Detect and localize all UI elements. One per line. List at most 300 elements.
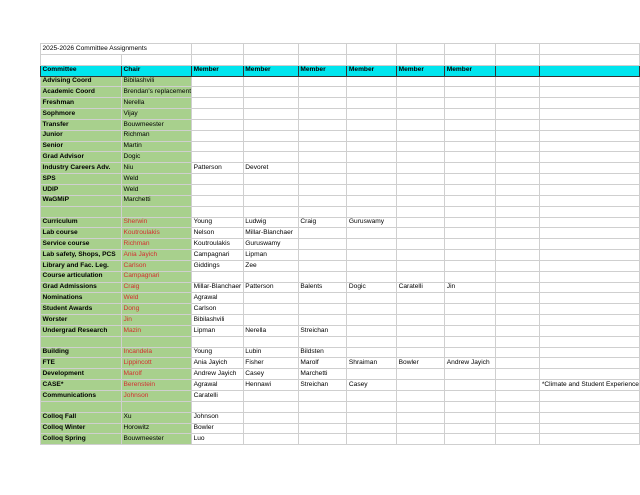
cell[interactable] xyxy=(192,195,244,206)
cell[interactable] xyxy=(397,250,445,261)
header-member[interactable]: Member xyxy=(347,65,397,76)
cell[interactable] xyxy=(540,347,640,358)
committee-cell[interactable]: CASE* xyxy=(41,380,122,391)
cell[interactable] xyxy=(540,87,640,98)
cell[interactable] xyxy=(347,293,397,304)
committee-cell[interactable]: Grad Admissions xyxy=(41,282,122,293)
cell[interactable] xyxy=(243,130,298,141)
cell[interactable] xyxy=(540,174,640,185)
cell[interactable] xyxy=(298,119,347,130)
cell[interactable] xyxy=(496,239,540,250)
cell[interactable] xyxy=(397,380,445,391)
cell[interactable] xyxy=(445,228,496,239)
cell[interactable] xyxy=(192,44,244,55)
member-cell[interactable]: Dogic xyxy=(347,282,397,293)
cell[interactable] xyxy=(347,434,397,445)
committee-cell[interactable]: SPS xyxy=(41,174,122,185)
cell[interactable] xyxy=(243,401,298,412)
member-cell[interactable]: Caratelli xyxy=(397,282,445,293)
cell[interactable] xyxy=(445,130,496,141)
cell[interactable] xyxy=(192,87,244,98)
cell[interactable] xyxy=(192,109,244,120)
cell[interactable] xyxy=(192,206,244,217)
cell[interactable] xyxy=(540,423,640,434)
chair-cell[interactable]: Richman xyxy=(121,239,191,250)
chair-cell[interactable]: Campagnari xyxy=(121,271,191,282)
cell[interactable] xyxy=(243,76,298,87)
cell[interactable] xyxy=(192,141,244,152)
cell[interactable] xyxy=(496,336,540,347)
cell[interactable] xyxy=(445,98,496,109)
cell[interactable] xyxy=(397,87,445,98)
cell[interactable] xyxy=(540,228,640,239)
cell[interactable] xyxy=(298,206,347,217)
member-cell[interactable]: Ania Jayich xyxy=(192,358,244,369)
cell[interactable] xyxy=(347,141,397,152)
chair-cell[interactable]: Carlson xyxy=(121,260,191,271)
committee-cell[interactable]: WaGMiP xyxy=(41,195,122,206)
cell[interactable] xyxy=(397,260,445,271)
chair-cell[interactable]: Dogic xyxy=(121,152,191,163)
committee-cell[interactable]: Student Awards xyxy=(41,304,122,315)
cell[interactable] xyxy=(397,109,445,120)
cell[interactable] xyxy=(243,98,298,109)
member-cell[interactable]: Carlson xyxy=(192,304,244,315)
cell[interactable] xyxy=(298,130,347,141)
cell[interactable] xyxy=(496,369,540,380)
chair-cell[interactable]: Berenstein xyxy=(121,380,191,391)
cell[interactable] xyxy=(445,44,496,55)
cell[interactable] xyxy=(347,98,397,109)
cell[interactable] xyxy=(243,423,298,434)
member-cell[interactable]: Craig xyxy=(298,217,347,228)
cell[interactable] xyxy=(243,315,298,326)
cell[interactable] xyxy=(496,44,540,55)
cell[interactable] xyxy=(347,260,397,271)
member-cell[interactable]: Marolf xyxy=(298,358,347,369)
cell[interactable] xyxy=(540,152,640,163)
chair-cell[interactable]: Martin xyxy=(121,141,191,152)
cell[interactable] xyxy=(496,412,540,423)
cell[interactable] xyxy=(347,347,397,358)
cell[interactable] xyxy=(496,217,540,228)
cell[interactable] xyxy=(298,152,347,163)
committee-cell[interactable] xyxy=(41,336,122,347)
member-cell[interactable]: Andrew Jayich xyxy=(192,369,244,380)
cell[interactable] xyxy=(347,174,397,185)
cell[interactable] xyxy=(121,54,191,65)
cell[interactable] xyxy=(192,401,244,412)
cell[interactable] xyxy=(192,184,244,195)
cell[interactable] xyxy=(540,293,640,304)
cell[interactable] xyxy=(496,423,540,434)
member-cell[interactable]: Millar-Blanchaer xyxy=(192,282,244,293)
cell[interactable] xyxy=(347,304,397,315)
chair-cell[interactable]: Brendan's replacement xyxy=(121,87,191,98)
cell[interactable] xyxy=(540,65,640,76)
cell[interactable] xyxy=(298,401,347,412)
cell[interactable] xyxy=(496,109,540,120)
cell[interactable] xyxy=(540,109,640,120)
chair-cell[interactable]: Lippincott xyxy=(121,358,191,369)
chair-cell[interactable] xyxy=(121,206,191,217)
committee-cell[interactable]: Advising Coord xyxy=(41,76,122,87)
committee-cell[interactable]: Worster xyxy=(41,315,122,326)
committee-cell[interactable]: Nominations xyxy=(41,293,122,304)
cell[interactable] xyxy=(445,325,496,336)
cell[interactable] xyxy=(243,119,298,130)
committee-cell[interactable]: UDIP xyxy=(41,184,122,195)
member-cell[interactable]: Lipman xyxy=(192,325,244,336)
cell[interactable] xyxy=(445,54,496,65)
cell[interactable] xyxy=(243,304,298,315)
cell[interactable] xyxy=(298,250,347,261)
member-cell[interactable]: Nelson xyxy=(192,228,244,239)
chair-cell[interactable]: Richman xyxy=(121,130,191,141)
member-cell[interactable]: Casey xyxy=(347,380,397,391)
cell[interactable] xyxy=(347,315,397,326)
member-cell[interactable]: Guruswamy xyxy=(347,217,397,228)
cell[interactable] xyxy=(243,44,298,55)
member-cell[interactable]: Ludwig xyxy=(243,217,298,228)
member-cell[interactable]: Andrew Jayich xyxy=(445,358,496,369)
cell[interactable] xyxy=(192,336,244,347)
cell[interactable] xyxy=(445,163,496,174)
member-cell[interactable]: Young xyxy=(192,347,244,358)
cell[interactable] xyxy=(540,412,640,423)
cell[interactable] xyxy=(397,54,445,65)
cell[interactable] xyxy=(540,141,640,152)
member-cell[interactable]: Lubin xyxy=(243,347,298,358)
cell[interactable] xyxy=(540,54,640,65)
committee-cell[interactable]: Service course xyxy=(41,239,122,250)
cell[interactable] xyxy=(192,271,244,282)
cell[interactable] xyxy=(496,141,540,152)
chair-cell[interactable]: Bibilashvili xyxy=(121,76,191,87)
chair-cell[interactable]: Incandela xyxy=(121,347,191,358)
cell[interactable] xyxy=(540,217,640,228)
cell[interactable] xyxy=(496,228,540,239)
cell[interactable] xyxy=(540,260,640,271)
header-member[interactable]: Member xyxy=(298,65,347,76)
cell[interactable] xyxy=(397,184,445,195)
sheet-title[interactable]: 2025-2026 Committee Assignments xyxy=(41,44,192,55)
cell[interactable] xyxy=(445,76,496,87)
cell[interactable] xyxy=(243,184,298,195)
cell[interactable] xyxy=(397,141,445,152)
committee-cell[interactable]: Course articulation xyxy=(41,271,122,282)
cell[interactable] xyxy=(496,271,540,282)
cell[interactable] xyxy=(540,325,640,336)
cell[interactable] xyxy=(192,54,244,65)
member-cell[interactable]: Patterson xyxy=(192,163,244,174)
member-cell[interactable]: Agrawal xyxy=(192,293,244,304)
cell[interactable] xyxy=(192,119,244,130)
cell[interactable] xyxy=(347,336,397,347)
cell[interactable] xyxy=(397,347,445,358)
cell[interactable] xyxy=(445,347,496,358)
member-cell[interactable]: Caratelli xyxy=(192,391,244,402)
cell[interactable] xyxy=(298,109,347,120)
committee-cell[interactable]: Industry Careers Adv. xyxy=(41,163,122,174)
cell[interactable] xyxy=(540,195,640,206)
cell[interactable] xyxy=(243,174,298,185)
cell[interactable] xyxy=(298,304,347,315)
chair-cell[interactable]: Mazin xyxy=(121,325,191,336)
cell[interactable] xyxy=(347,271,397,282)
cell[interactable] xyxy=(445,239,496,250)
committee-cell[interactable]: Communications xyxy=(41,391,122,402)
cell[interactable] xyxy=(445,184,496,195)
cell[interactable] xyxy=(298,336,347,347)
cell[interactable] xyxy=(243,271,298,282)
cell[interactable] xyxy=(540,206,640,217)
cell[interactable] xyxy=(397,228,445,239)
cell[interactable] xyxy=(496,195,540,206)
cell[interactable] xyxy=(540,98,640,109)
cell[interactable] xyxy=(540,44,640,55)
committee-cell[interactable]: Colloq Spring xyxy=(41,434,122,445)
member-cell[interactable]: Bibilashvili xyxy=(192,315,244,326)
cell[interactable] xyxy=(298,293,347,304)
cell[interactable] xyxy=(540,434,640,445)
cell[interactable] xyxy=(397,206,445,217)
committee-cell[interactable]: Undergrad Research xyxy=(41,325,122,336)
cell[interactable] xyxy=(298,423,347,434)
cell[interactable] xyxy=(298,54,347,65)
cell[interactable] xyxy=(347,423,397,434)
cell[interactable] xyxy=(347,184,397,195)
member-cell[interactable]: Nerella xyxy=(243,325,298,336)
cell[interactable] xyxy=(397,152,445,163)
chair-cell[interactable]: Weld xyxy=(121,174,191,185)
header-committee[interactable]: Committee xyxy=(41,65,122,76)
committee-cell[interactable]: Junior xyxy=(41,130,122,141)
cell[interactable] xyxy=(496,76,540,87)
note-cell[interactable]: *Climate and Student Experience xyxy=(540,380,640,391)
chair-cell[interactable]: Vijay xyxy=(121,109,191,120)
chair-cell[interactable]: Koutroulakis xyxy=(121,228,191,239)
cell[interactable] xyxy=(397,271,445,282)
cell[interactable] xyxy=(445,195,496,206)
cell[interactable] xyxy=(192,174,244,185)
cell[interactable] xyxy=(445,174,496,185)
cell[interactable] xyxy=(243,391,298,402)
cell[interactable] xyxy=(445,152,496,163)
cell[interactable] xyxy=(445,119,496,130)
cell[interactable] xyxy=(397,423,445,434)
cell[interactable] xyxy=(298,163,347,174)
cell[interactable] xyxy=(540,163,640,174)
cell[interactable] xyxy=(243,412,298,423)
cell[interactable] xyxy=(243,152,298,163)
cell[interactable] xyxy=(445,423,496,434)
chair-cell[interactable] xyxy=(121,401,191,412)
cell[interactable] xyxy=(347,250,397,261)
cell[interactable] xyxy=(540,336,640,347)
member-cell[interactable]: Fisher xyxy=(243,358,298,369)
cell[interactable] xyxy=(540,304,640,315)
cell[interactable] xyxy=(347,401,397,412)
cell[interactable] xyxy=(397,293,445,304)
chair-cell[interactable]: Weld xyxy=(121,293,191,304)
cell[interactable] xyxy=(540,315,640,326)
cell[interactable] xyxy=(298,315,347,326)
cell[interactable] xyxy=(445,412,496,423)
cell[interactable] xyxy=(445,260,496,271)
committee-cell[interactable]: Freshman xyxy=(41,98,122,109)
cell[interactable] xyxy=(496,119,540,130)
committee-cell[interactable]: Sophmore xyxy=(41,109,122,120)
cell[interactable] xyxy=(445,271,496,282)
cell[interactable] xyxy=(243,54,298,65)
cell[interactable] xyxy=(496,282,540,293)
cell[interactable] xyxy=(347,152,397,163)
cell[interactable] xyxy=(496,54,540,65)
member-cell[interactable]: Campagnari xyxy=(192,250,244,261)
chair-cell[interactable]: Jin xyxy=(121,315,191,326)
cell[interactable] xyxy=(298,174,347,185)
member-cell[interactable]: Bowler xyxy=(397,358,445,369)
cell[interactable] xyxy=(347,87,397,98)
chair-cell[interactable]: Nerella xyxy=(121,98,191,109)
cell[interactable] xyxy=(298,412,347,423)
cell[interactable] xyxy=(540,401,640,412)
header-member[interactable]: Member xyxy=(192,65,244,76)
committee-cell[interactable]: Senior xyxy=(41,141,122,152)
chair-cell[interactable]: Dong xyxy=(121,304,191,315)
cell[interactable] xyxy=(445,206,496,217)
cell[interactable] xyxy=(243,434,298,445)
member-cell[interactable]: Koutroulakis xyxy=(192,239,244,250)
cell[interactable] xyxy=(347,391,397,402)
chair-cell[interactable]: Johnson xyxy=(121,391,191,402)
cell[interactable] xyxy=(397,336,445,347)
committee-cell[interactable]: Academic Coord xyxy=(41,87,122,98)
cell[interactable] xyxy=(347,163,397,174)
committee-cell[interactable]: Library and Fac. Leg. xyxy=(41,260,122,271)
chair-cell[interactable] xyxy=(121,336,191,347)
cell[interactable] xyxy=(445,315,496,326)
chair-cell[interactable]: Marolf xyxy=(121,369,191,380)
cell[interactable] xyxy=(192,130,244,141)
cell[interactable] xyxy=(243,206,298,217)
cell[interactable] xyxy=(496,434,540,445)
cell[interactable] xyxy=(243,195,298,206)
committee-cell[interactable]: Curriculum xyxy=(41,217,122,228)
cell[interactable] xyxy=(397,434,445,445)
cell[interactable] xyxy=(347,195,397,206)
member-cell[interactable]: Hennawi xyxy=(243,380,298,391)
cell[interactable] xyxy=(397,76,445,87)
cell[interactable] xyxy=(540,282,640,293)
cell[interactable] xyxy=(347,412,397,423)
cell[interactable] xyxy=(243,336,298,347)
cell[interactable] xyxy=(347,44,397,55)
cell[interactable] xyxy=(496,174,540,185)
chair-cell[interactable]: Xu xyxy=(121,412,191,423)
cell[interactable] xyxy=(540,358,640,369)
cell[interactable] xyxy=(540,184,640,195)
chair-cell[interactable]: Bouwmeester xyxy=(121,434,191,445)
cell[interactable] xyxy=(243,141,298,152)
cell[interactable] xyxy=(496,380,540,391)
cell[interactable] xyxy=(347,54,397,65)
cell[interactable] xyxy=(397,304,445,315)
member-cell[interactable]: Streichan xyxy=(298,380,347,391)
header-member[interactable]: Member xyxy=(397,65,445,76)
committee-cell[interactable]: FTE xyxy=(41,358,122,369)
cell[interactable] xyxy=(496,65,540,76)
cell[interactable] xyxy=(496,391,540,402)
cell[interactable] xyxy=(496,325,540,336)
cell[interactable] xyxy=(397,412,445,423)
cell[interactable] xyxy=(496,358,540,369)
cell[interactable] xyxy=(397,195,445,206)
committee-cell[interactable]: Transfer xyxy=(41,119,122,130)
cell[interactable] xyxy=(298,391,347,402)
member-cell[interactable]: Jin xyxy=(445,282,496,293)
cell[interactable] xyxy=(540,250,640,261)
cell[interactable] xyxy=(445,336,496,347)
cell[interactable] xyxy=(298,141,347,152)
cell[interactable] xyxy=(347,130,397,141)
cell[interactable] xyxy=(347,239,397,250)
member-cell[interactable]: Shraiman xyxy=(347,358,397,369)
chair-cell[interactable]: Sherwin xyxy=(121,217,191,228)
cell[interactable] xyxy=(540,369,640,380)
cell[interactable] xyxy=(347,228,397,239)
cell[interactable] xyxy=(397,98,445,109)
member-cell[interactable]: Bildsten xyxy=(298,347,347,358)
cell[interactable] xyxy=(298,260,347,271)
cell[interactable] xyxy=(397,369,445,380)
cell[interactable] xyxy=(445,380,496,391)
committee-cell[interactable]: Lab course xyxy=(41,228,122,239)
cell[interactable] xyxy=(397,401,445,412)
chair-cell[interactable]: Ania Jayich xyxy=(121,250,191,261)
cell[interactable] xyxy=(445,401,496,412)
cell[interactable] xyxy=(496,163,540,174)
cell[interactable] xyxy=(445,217,496,228)
member-cell[interactable]: Zee xyxy=(243,260,298,271)
member-cell[interactable]: Streichan xyxy=(298,325,347,336)
header-chair[interactable]: Chair xyxy=(121,65,191,76)
cell[interactable] xyxy=(397,44,445,55)
cell[interactable] xyxy=(397,315,445,326)
member-cell[interactable]: Devoret xyxy=(243,163,298,174)
cell[interactable] xyxy=(347,76,397,87)
cell[interactable] xyxy=(298,76,347,87)
chair-cell[interactable]: Weld xyxy=(121,184,191,195)
cell[interactable] xyxy=(347,369,397,380)
member-cell[interactable]: Bowler xyxy=(192,423,244,434)
member-cell[interactable]: Millar-Blanchaer xyxy=(243,228,298,239)
chair-cell[interactable]: Niu xyxy=(121,163,191,174)
member-cell[interactable]: Guruswamy xyxy=(243,239,298,250)
cell[interactable] xyxy=(347,109,397,120)
member-cell[interactable]: Marchetti xyxy=(298,369,347,380)
committee-cell[interactable] xyxy=(41,401,122,412)
cell[interactable] xyxy=(540,391,640,402)
cell[interactable] xyxy=(496,304,540,315)
member-cell[interactable]: Patterson xyxy=(243,282,298,293)
chair-cell[interactable]: Marchetti xyxy=(121,195,191,206)
committee-cell[interactable]: Development xyxy=(41,369,122,380)
chair-cell[interactable]: Bouwmeester xyxy=(121,119,191,130)
cell[interactable] xyxy=(496,130,540,141)
cell[interactable] xyxy=(192,152,244,163)
